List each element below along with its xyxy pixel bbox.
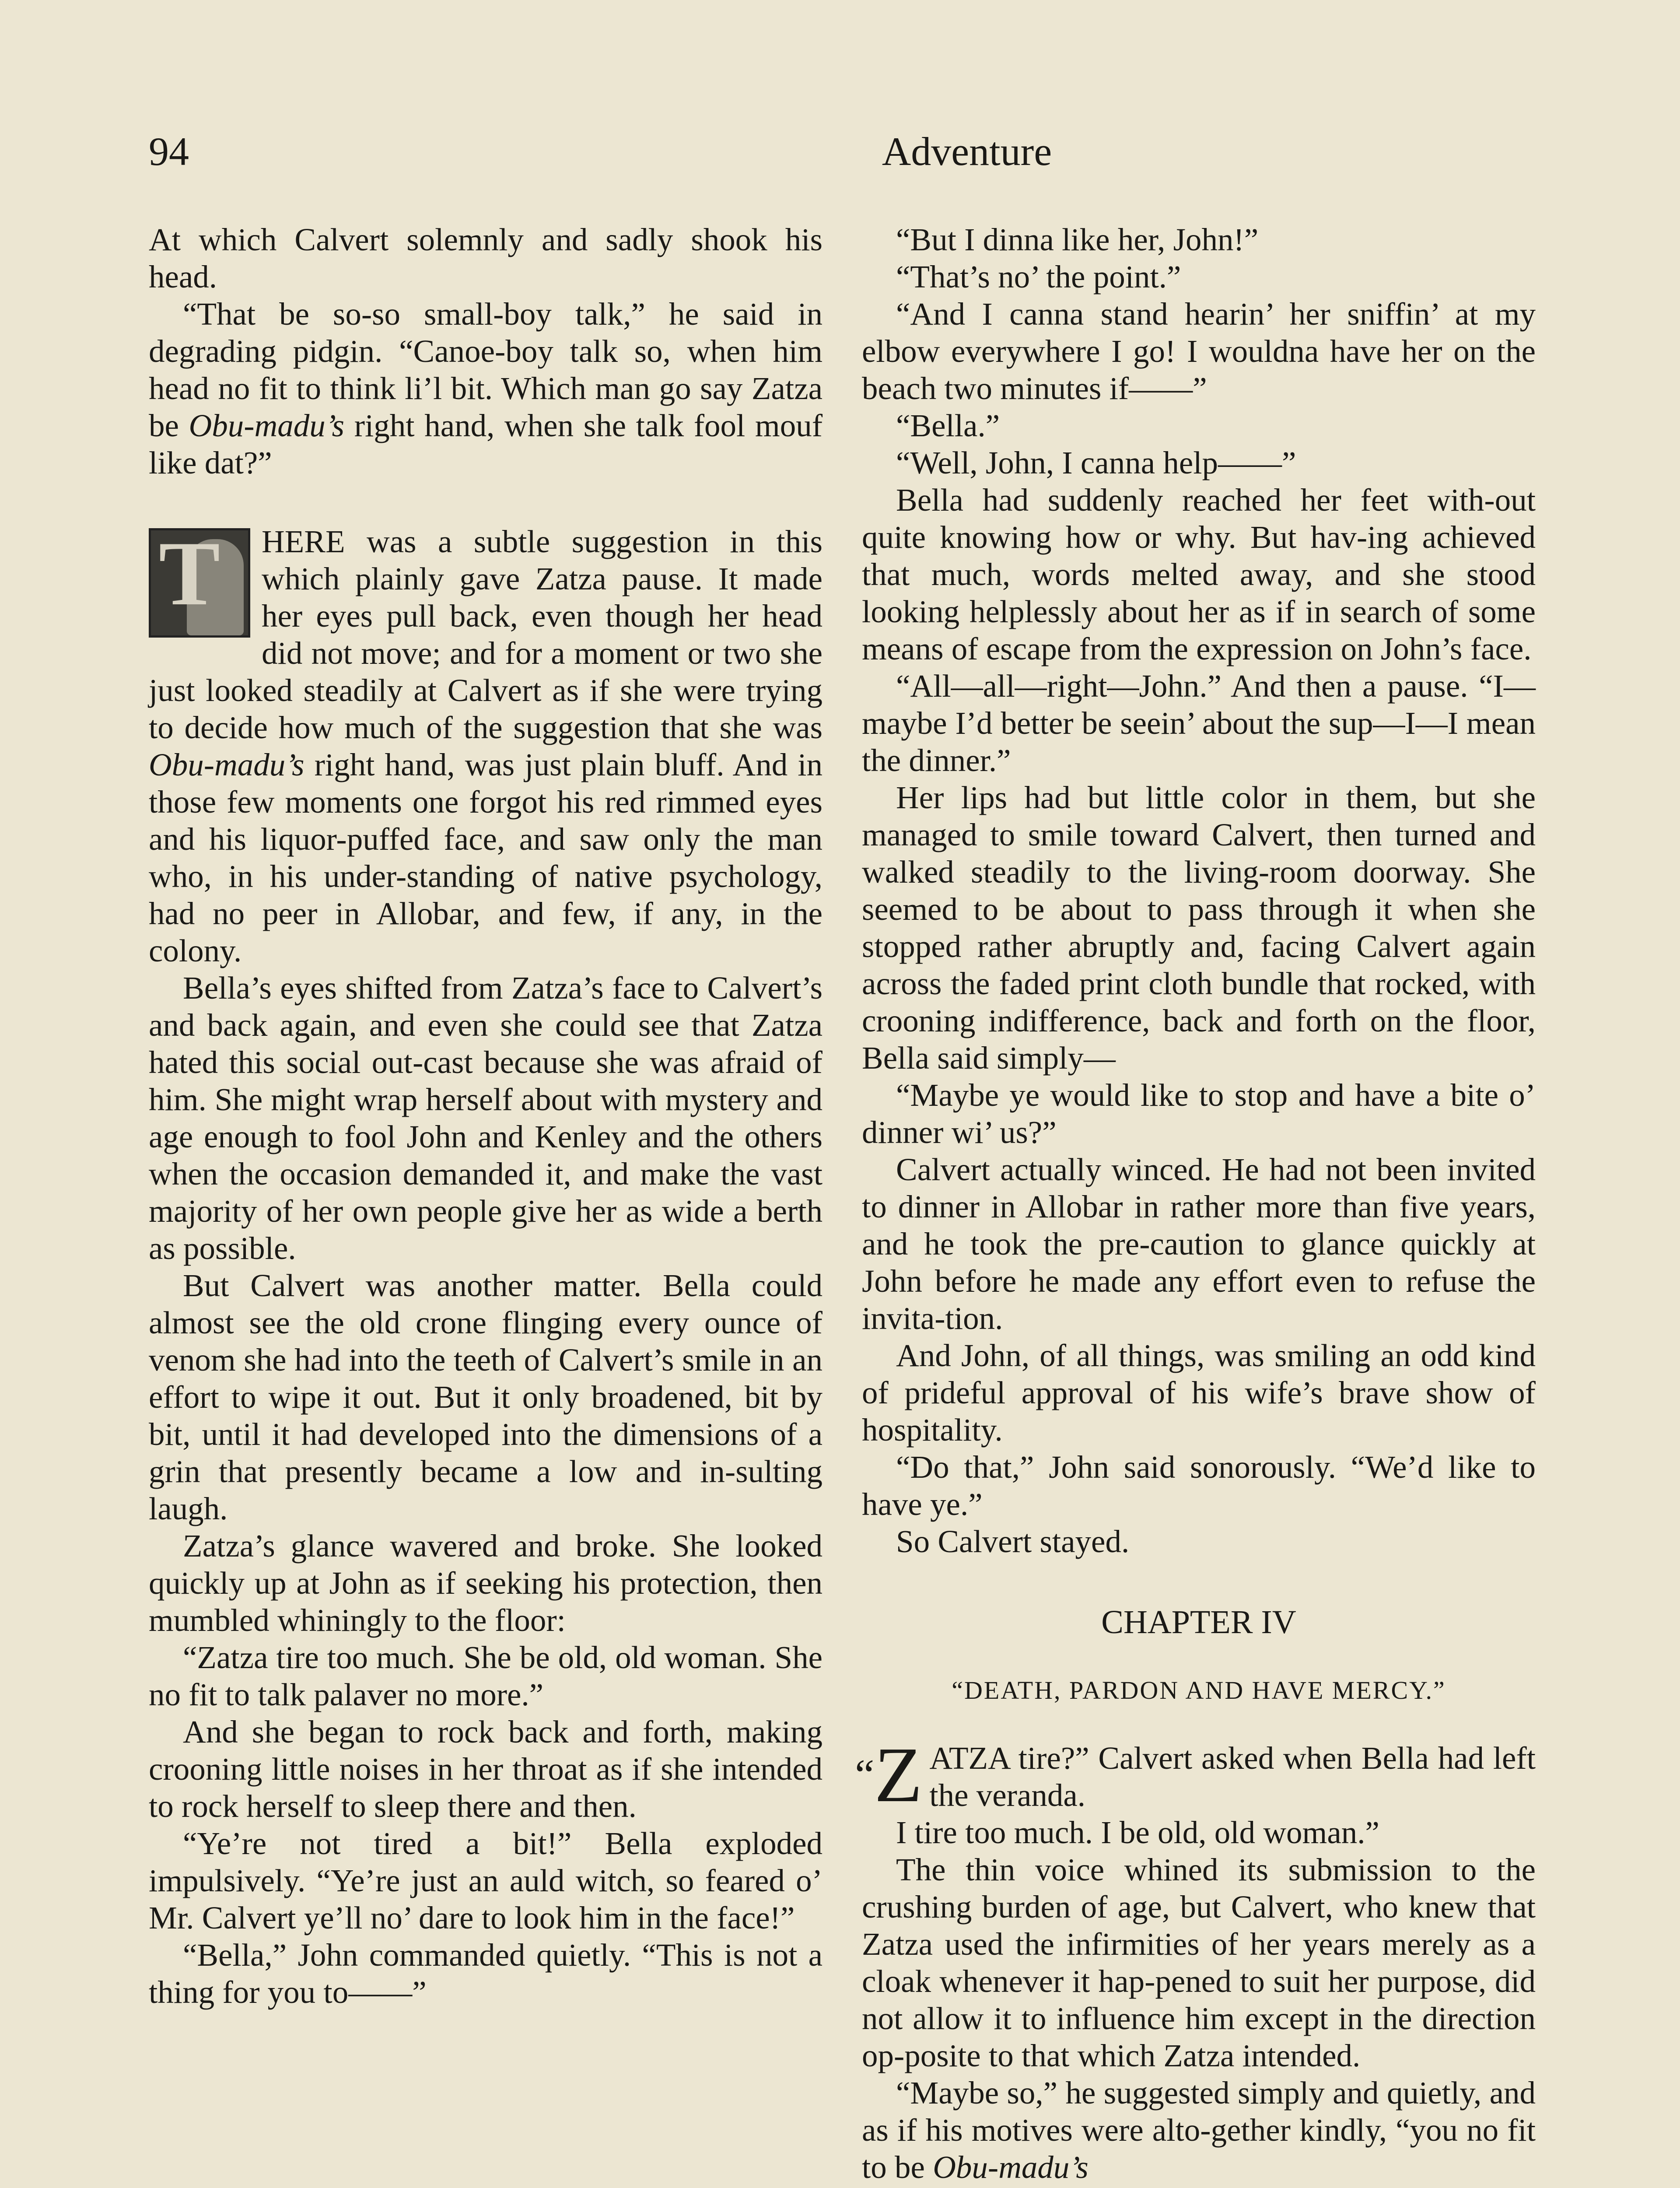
italic-name: Obu-madu’s [189,408,345,443]
italic-name: Obu-madu’s [933,2149,1088,2185]
paragraph-text: HERE was a subtle suggestion in this which plainly gave Zatza pause. It made her eyes pull back, even though her head did not move; and for a moment or two she just looked steadily at Calvert as if she were trying to decide how much of the suggestion that she was [149,524,822,745]
paragraph: The thin voice whined its submission to the crushing burden of age, but Calvert, who knew that Zatza used the infirmities of her years merely as a cloak whenever it hap-pened to suit her purpose, did not allow it to influence him except in the direction op-posite to that which Zatza intended. [862,1852,1536,2073]
paragraph: “Bella,” John commanded quietly. “This is not a thing for you to——” [149,1937,822,2010]
paragraph: “Zatza tire too much. She be old, old woman. She no fit to talk palaver no more.” [149,1640,822,1712]
drop-cap-letter: T [159,528,220,624]
paragraph-text: right hand, when she talk fool mouf like dat?” [149,408,822,480]
drop-cap-illustration [149,528,250,638]
paragraph: “All—all—right—John.” And then a pause. “I—maybe I’d better be seein’ about the sup—I—I mean the dinner.” [862,668,1536,778]
paragraph: “Maybe ye would like to stop and have a bite o’ dinner wi’ us?” [862,1077,1536,1150]
paragraph: And John, of all things, was smiling an odd kind of prideful approval of his wife’s brave show of hospitality. [862,1338,1536,1448]
paragraph: “Ye’re not tired a bit!” Bella exploded impulsively. “Ye’re just an auld witch, so feared o’ Mr. Calvert ye’ll no’ dare to look him in the face!” [149,1826,822,1936]
right-column [855,221,1536,2186]
paragraph: Her lips had but little color in them, but she managed to smile toward Calvert, then turned and walked steadily to the living-room doorway. She seemed to be about to pass through it when she stopped rather abruptly and, facing Calvert again across the faded print cloth bundle that rocked, with crooning indifference, back and forth on the floor, Bella said simply— [862,780,1536,1076]
italic-name: Obu-madu’s [149,747,304,782]
drop-cap-letter: Z [874,1731,923,1818]
chapter-subtitle: “DEATH, PARDON AND HAVE MERCY.” [952,1676,1446,1704]
paragraph: “Bella.” [896,408,1000,443]
paragraph: Calvert actually winced. He had not been invited to dinner in Allobar in rather more than five years, and he took the pre-caution to glance quickly at John before he made any effort even to refuse the invita-tion. [862,1152,1536,1336]
paragraph [149,523,822,969]
paragraph: “Do that,” John said sonorously. “We’d like to have ye.” [862,1449,1536,1522]
paragraph: “And I canna stand hearin’ her sniffin’ at my elbow everywhere I go! I wouldna have her on the beach two minutes if——” [862,296,1536,406]
paragraph-text: At which Calvert solemnly and sadly shook his head. [149,222,822,295]
paragraph: “Well, John, I canna help——” [896,445,1296,480]
left-column [149,221,822,2011]
chapter-title: CHAPTER IV [1101,1604,1296,1641]
paragraph [862,2074,1536,2186]
paragraph: “That’s no’ the point.” [896,259,1181,295]
paragraph: “But I dinna like her, John!” [896,222,1259,257]
paragraph: And she began to rock back and forth, making crooning little noises in her throat as if she intended to rock herself to sleep there and then. [149,1714,822,1824]
paragraph: I tire too much. I be old, old woman.” [896,1815,1379,1850]
paragraph [855,1731,1536,1818]
paragraph: Bella’s eyes shifted from Zatza’s face to Calvert’s and back again, and even she could see that Zatza hated this social out-cast because she was afraid of him. She might wrap herself about with mystery and age enough to fool John and Kenley and the others when the occasion demanded it, and make the vast majority of her own people give her as wide a berth as possible. [149,970,822,1266]
paragraph-text: “That be so-so small-boy talk,” he said in degrading pidgin. “Canoe-boy talk so, when him head no fit to think li’l bit. Which man go say Zatza be [149,296,822,443]
paragraph: So Calvert stayed. [896,1524,1130,1559]
paragraph-text: “Maybe so,” he suggested simply and quietly, and as if his motives were alto-gether kindly, “you no fit to be [862,2075,1536,2185]
drop-cap-quote: “ [855,1750,875,1799]
paragraph [149,295,822,481]
paragraph: Bella had suddenly reached her feet with-out quite knowing how or why. But hav-ing achieved that much, words melted away, and she stood looking helplessly about her as if in search of some means of escape from the expression on John’s face. [862,482,1536,666]
paragraph: But Calvert was another matter. Bella could almost see the old crone flinging every ounce of venom she had into the teeth of Calvert’s smile in an effort to wipe it out. But it only broadened, bit by bit, until it had developed into the dimensions of a grin that presently became a low and in-sulting laugh. [149,1268,822,1526]
paragraph [149,221,822,295]
paragraph-text: ATZA tire?” Calvert asked when Bella had left the veranda. [929,1740,1536,1813]
paragraph: Zatza’s glance wavered and broke. She looked quickly up at John as if seeking his protection, then mumbled whiningly to the floor: [149,1528,822,1638]
paragraph-text: right hand, was just plain bluff. And in those few moments one forgot his red rimmed eyes and his liquor-puffed face, and saw only the man who, in his under-standing of native psychology, had no peer in Allobar, and few, if any, in the colony. [149,747,822,968]
running-head-title: Adventure [882,129,1052,174]
page-number: 94 [149,129,189,174]
drop-cap-z [855,1731,923,1818]
